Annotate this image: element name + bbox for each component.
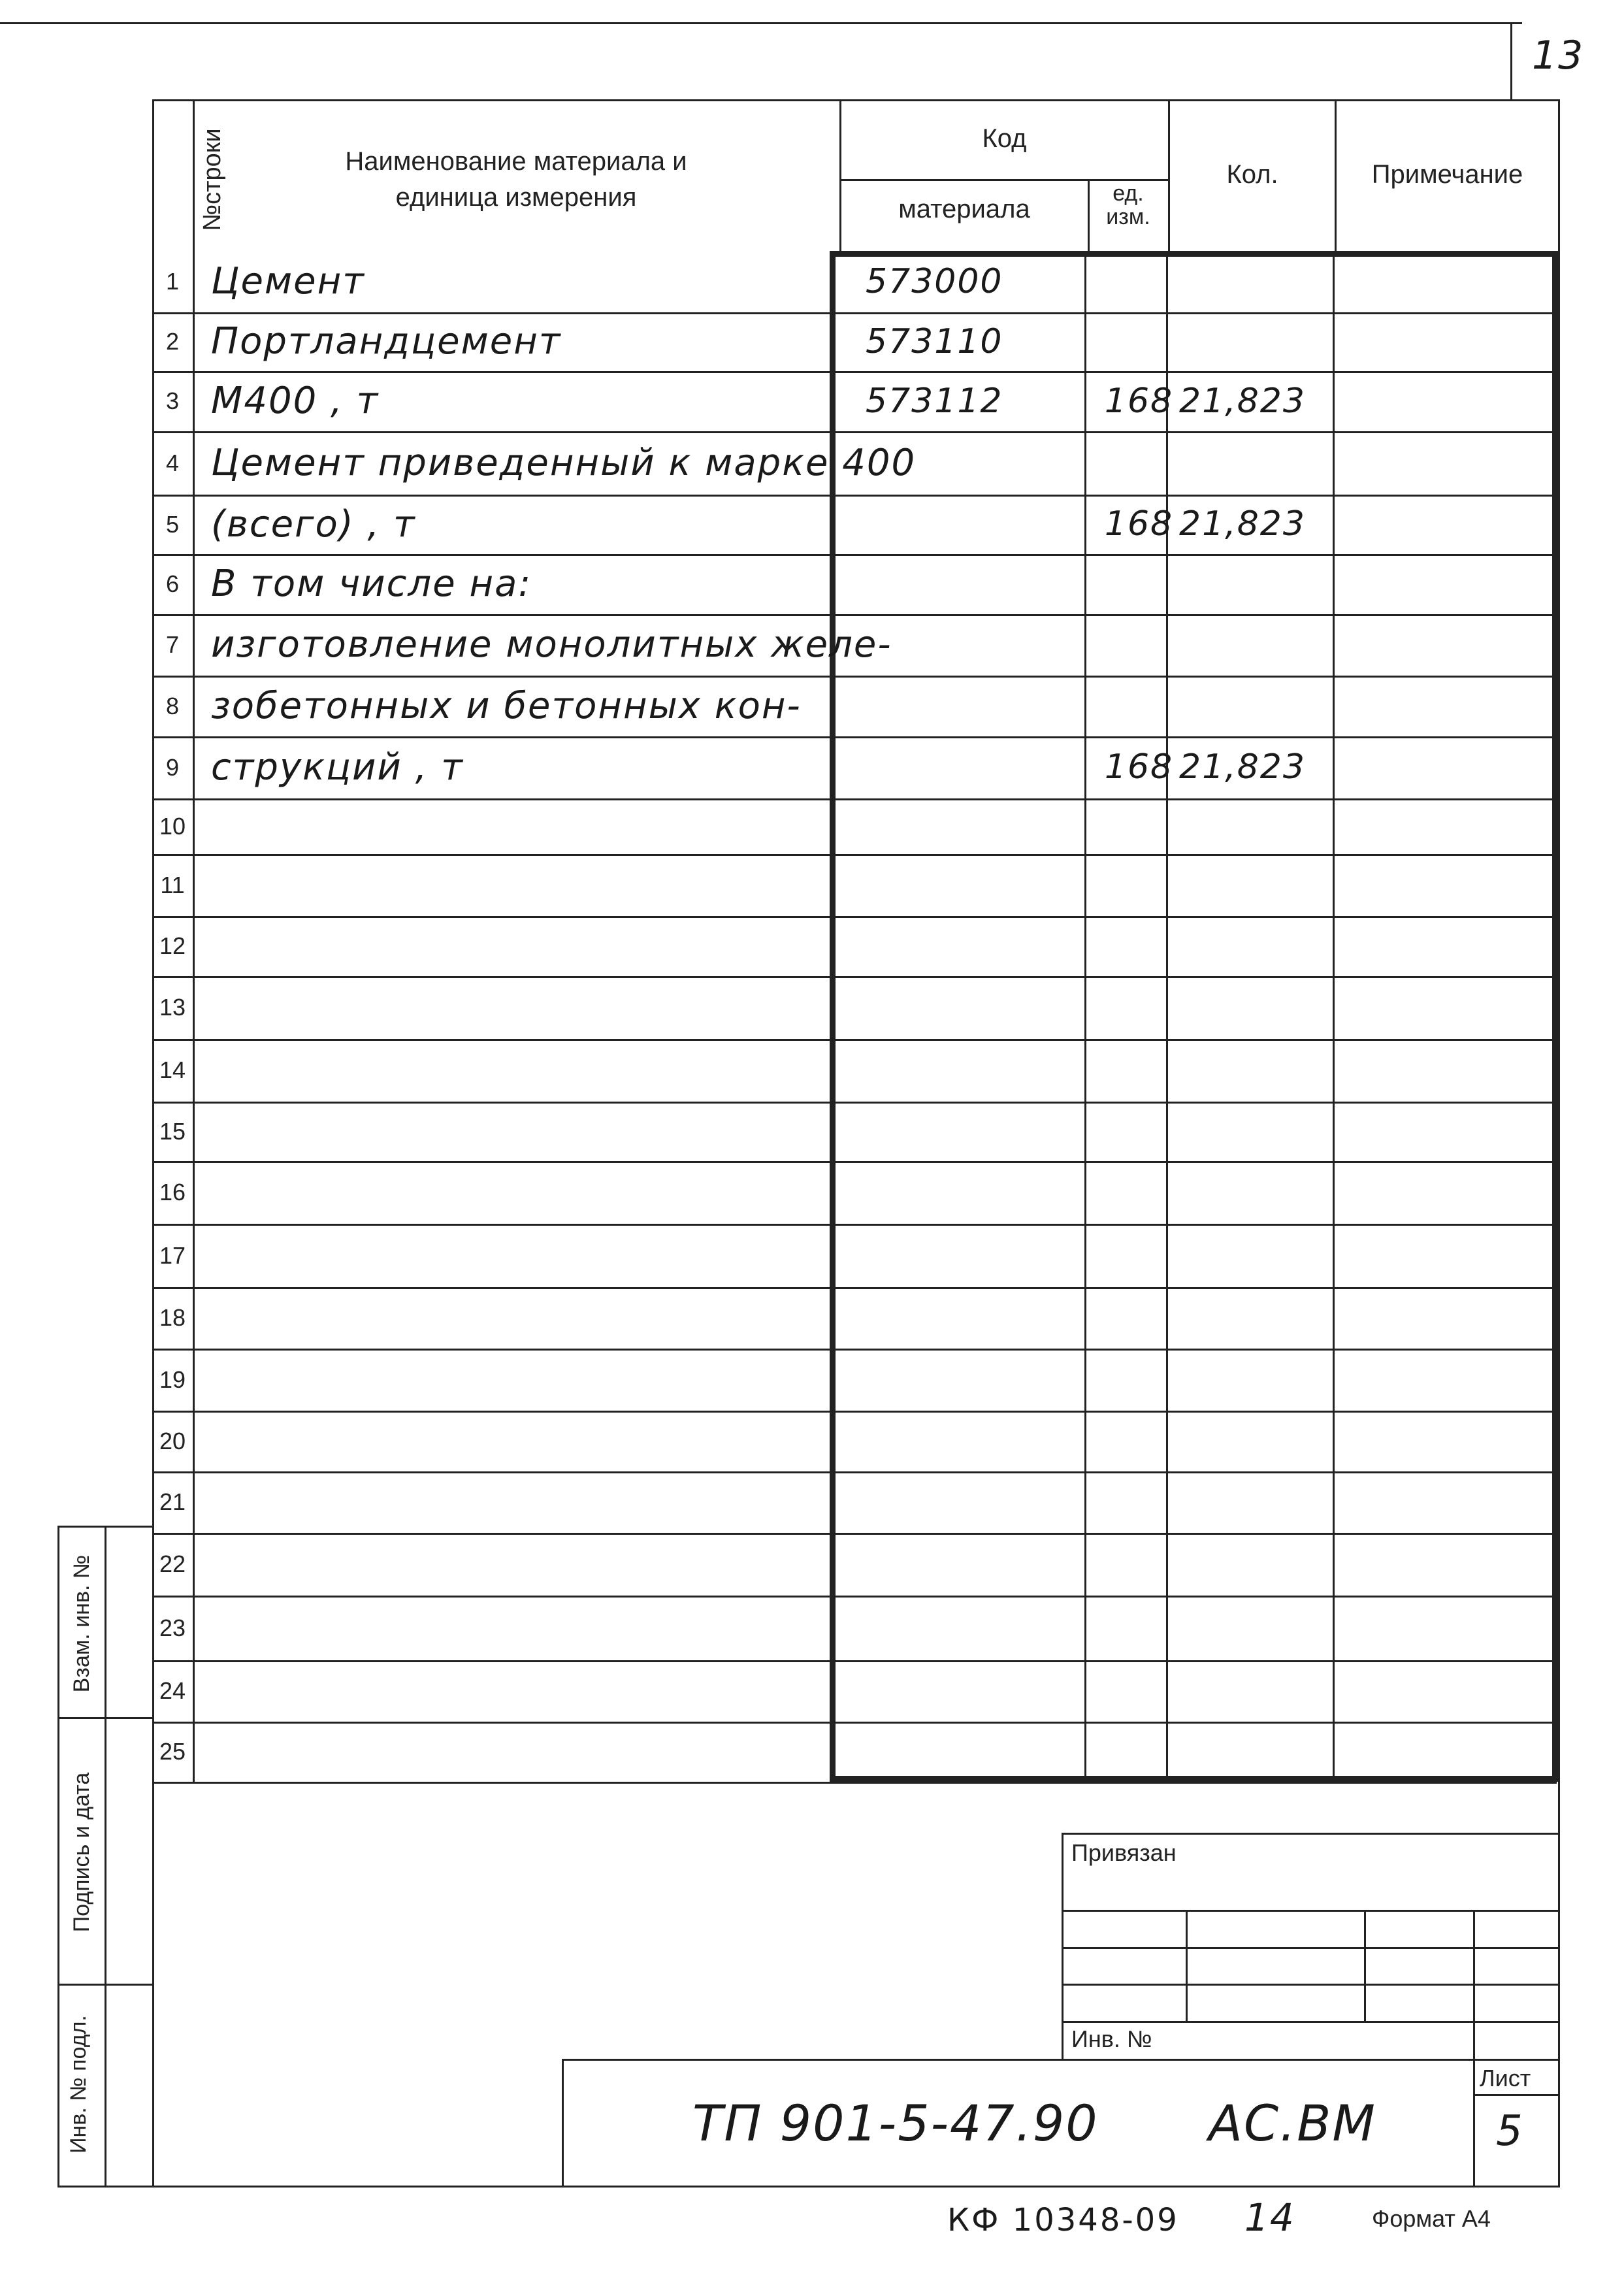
header-note: Примечание (1371, 160, 1523, 189)
material-code (866, 495, 1081, 554)
side-mid (105, 1526, 106, 2186)
material-name: струкций , т (211, 746, 464, 789)
material-code (866, 1349, 1081, 1411)
quantity (1179, 798, 1342, 854)
material-code (866, 676, 1081, 736)
material-name: изготовление монолитных желе- (211, 623, 892, 666)
material-name (211, 1471, 887, 1533)
col-qty-right-header (1335, 99, 1337, 254)
row-number: 7 (165, 631, 180, 658)
row-number: 18 (159, 1304, 186, 1331)
table-row (152, 1722, 1557, 1782)
material-code (866, 614, 1081, 676)
unit-code: 168 (1104, 382, 1174, 421)
row-number: 5 (165, 511, 180, 538)
row-number: 10 (159, 813, 186, 840)
list-label: Лист (1480, 2065, 1531, 2091)
unit-code (1098, 1596, 1180, 1660)
stamp-line4 (1062, 2021, 1560, 2023)
unit-code (1098, 431, 1180, 495)
top-border (0, 22, 1522, 24)
unit-code (1098, 1533, 1180, 1596)
quantity (1179, 1722, 1342, 1782)
material-code (866, 1102, 1081, 1161)
row-number: 25 (159, 1738, 186, 1765)
quantity: 21,823 (1179, 382, 1306, 421)
material-code (866, 1161, 1081, 1224)
sheet-corner-number: 13 (1532, 33, 1585, 78)
title-block-left (562, 2059, 564, 2186)
row-line (152, 1782, 1557, 1784)
side-podpis: Подпись и дата (69, 1772, 94, 1933)
unit-code (1098, 798, 1180, 854)
quantity (1179, 854, 1342, 916)
quantity (1179, 431, 1342, 495)
stamp-left (1062, 1833, 1064, 2059)
unit-code (1098, 854, 1180, 916)
material-code (866, 1287, 1081, 1349)
material-code (866, 854, 1081, 916)
unit-code: 168 (1104, 747, 1174, 787)
material-code (866, 1660, 1081, 1722)
table-row (152, 554, 1557, 614)
material-code: 573000 (866, 262, 1003, 301)
side-left (57, 1526, 59, 2186)
header-name-line1: Наименование материала и (345, 147, 687, 176)
list-number: 5 (1496, 2107, 1524, 2155)
quantity (1179, 1411, 1342, 1471)
row-number: 6 (165, 570, 180, 597)
row-number: 11 (160, 872, 185, 898)
material-name: М400 , т (211, 380, 380, 422)
material-name (211, 1349, 887, 1411)
header-code-unit-line2: изм. (1106, 205, 1150, 229)
table-row (152, 676, 1557, 736)
table-row (152, 1596, 1557, 1660)
material-name (211, 1102, 887, 1161)
material-code (866, 1224, 1081, 1287)
row-number: 17 (159, 1242, 186, 1269)
table-row (152, 1039, 1557, 1102)
quantity (1179, 916, 1342, 976)
unit-code (1098, 1161, 1180, 1224)
material-code (866, 798, 1081, 854)
material-name (211, 1411, 887, 1471)
unit-code (1098, 251, 1180, 312)
material-name: Цемент приведенный к марке 400 (211, 442, 917, 484)
col-name-right-header (839, 99, 841, 254)
table-row (152, 916, 1557, 976)
table-row (152, 1471, 1557, 1533)
header-code-material: материала (898, 195, 1030, 223)
material-name (211, 1596, 887, 1660)
header-qty: Кол. (1226, 160, 1278, 189)
material-code: 573110 (866, 322, 1003, 361)
row-number: 23 (159, 1614, 186, 1641)
material-name (211, 1660, 887, 1722)
unit-code (1098, 1102, 1180, 1161)
list-divider (1473, 2094, 1560, 2096)
unit-code (1098, 676, 1180, 736)
row-number: 12 (159, 932, 186, 959)
row-number: 21 (159, 1488, 186, 1515)
side-inv-podl: Инв. № подл. (66, 2015, 91, 2154)
stamp-line3 (1062, 1984, 1560, 1986)
quantity (1179, 1102, 1342, 1161)
unit-code (1098, 1660, 1180, 1722)
document-section: АС.ВМ (1209, 2094, 1376, 2152)
quantity (1179, 976, 1342, 1039)
stamp-v3 (1473, 1910, 1475, 2187)
quantity (1179, 1287, 1342, 1349)
unit-code (1098, 1722, 1180, 1782)
material-name (211, 1722, 887, 1782)
unit-code (1098, 1287, 1180, 1349)
table-row (152, 854, 1557, 916)
quantity (1179, 1224, 1342, 1287)
table-row (152, 736, 1557, 798)
table-row (152, 371, 1557, 431)
table-row (152, 976, 1557, 1039)
quantity (1179, 1349, 1342, 1411)
row-number: 3 (165, 387, 180, 414)
unit-code (1098, 1471, 1180, 1533)
row-number: 2 (165, 328, 180, 355)
material-name (211, 1039, 887, 1102)
material-name (211, 1161, 887, 1224)
header-name-line2: единица измерения (395, 183, 637, 212)
table-row (152, 1224, 1557, 1287)
quantity (1179, 554, 1342, 614)
table-row (152, 251, 1557, 312)
format-label: Формат А4 (1372, 2205, 1491, 2232)
quantity (1179, 1533, 1342, 1596)
side-div2 (57, 1984, 154, 1986)
row-number: 22 (159, 1550, 186, 1577)
row-number: 8 (165, 693, 180, 719)
quantity: 21,823 (1179, 747, 1306, 787)
table-row (152, 1411, 1557, 1471)
material-code (866, 916, 1081, 976)
table-row (152, 312, 1557, 371)
archive-code: КФ 10348-09 (947, 2202, 1179, 2238)
stamp-line1 (1062, 1910, 1560, 1912)
header-code-unit (1090, 182, 1167, 229)
quantity (1179, 614, 1342, 676)
material-name: (всего) , т (211, 503, 416, 546)
material-code: 573112 (866, 382, 1003, 421)
stamp-privyazan: Привязан (1071, 1839, 1177, 1866)
unit-code (1098, 1224, 1180, 1287)
quantity (1179, 1471, 1342, 1533)
material-code (866, 554, 1081, 614)
side-vzam: Взам. инв. № (69, 1554, 94, 1693)
material-name (211, 1533, 887, 1596)
document-code: ТП 901-5-47.90 (692, 2094, 1099, 2152)
stamp-top (1062, 1833, 1560, 1835)
stamp-line2 (1062, 1947, 1560, 1949)
table-row (152, 1533, 1557, 1596)
material-name (211, 916, 887, 976)
quantity (1179, 676, 1342, 736)
col-unit-right-header (1168, 99, 1170, 254)
quantity: 21,823 (1179, 504, 1306, 544)
material-name: зобетонных и бетонных кон- (211, 685, 802, 727)
material-code (866, 1411, 1081, 1471)
material-name: В том числе на: (211, 563, 532, 605)
material-name (211, 976, 887, 1039)
material-name (211, 1287, 887, 1349)
table-row (152, 1349, 1557, 1411)
row-number: 9 (165, 754, 180, 781)
table-row (152, 1287, 1557, 1349)
row-number: 24 (159, 1677, 186, 1704)
stamp-v2 (1364, 1910, 1366, 2021)
material-code (866, 1039, 1081, 1102)
material-name: Цемент (211, 260, 365, 303)
table-row (152, 798, 1557, 854)
stamp-inv-no: Инв. № (1071, 2025, 1152, 2052)
table-row (152, 1102, 1557, 1161)
unit-code (1098, 554, 1180, 614)
unit-code (1098, 1039, 1180, 1102)
material-code (866, 976, 1081, 1039)
material-name (211, 1224, 887, 1287)
header-row-no: №строки (199, 128, 226, 231)
material-name (211, 798, 887, 854)
material-code (866, 1471, 1081, 1533)
corner-divider (1510, 22, 1512, 101)
quantity (1179, 1161, 1342, 1224)
row-number: 13 (159, 994, 186, 1021)
header-code: Код (982, 124, 1027, 153)
unit-code (1098, 614, 1180, 676)
stamp-v1 (1186, 1910, 1188, 2021)
material-code (866, 736, 1081, 798)
row-number: 1 (165, 268, 180, 295)
material-code (866, 431, 1081, 495)
unit-code (1098, 312, 1180, 371)
quantity (1179, 251, 1342, 312)
row-number: 20 (159, 1428, 186, 1454)
row-number: 14 (159, 1057, 186, 1083)
quantity (1179, 1660, 1342, 1722)
table-row (152, 1161, 1557, 1224)
table-row (152, 431, 1557, 495)
material-code (866, 1533, 1081, 1596)
frame-right (1558, 99, 1560, 2187)
table-row (152, 614, 1557, 676)
table-row (152, 495, 1557, 554)
row-number: 19 (159, 1366, 186, 1393)
unit-code: 168 (1104, 504, 1174, 544)
material-code (866, 1596, 1081, 1660)
unit-code (1098, 916, 1180, 976)
unit-code (1098, 1349, 1180, 1411)
frame-top (152, 99, 1560, 101)
table-row (152, 1660, 1557, 1722)
row-number: 16 (159, 1179, 186, 1205)
header-code-unit-line1: ед. (1112, 181, 1144, 206)
material-name (211, 854, 887, 916)
row-number: 15 (159, 1118, 186, 1145)
side-top (57, 1526, 154, 1528)
quantity (1179, 1039, 1342, 1102)
material-name: Портландцемент (211, 320, 562, 363)
unit-code (1098, 976, 1180, 1039)
unit-code (1098, 1411, 1180, 1471)
archive-page: 14 (1244, 2195, 1295, 2240)
row-number: 4 (165, 450, 180, 476)
title-block-top (562, 2059, 1560, 2061)
quantity (1179, 1596, 1342, 1660)
material-code (866, 1722, 1081, 1782)
frame-bottom (57, 2186, 1560, 2187)
quantity (1179, 312, 1342, 371)
